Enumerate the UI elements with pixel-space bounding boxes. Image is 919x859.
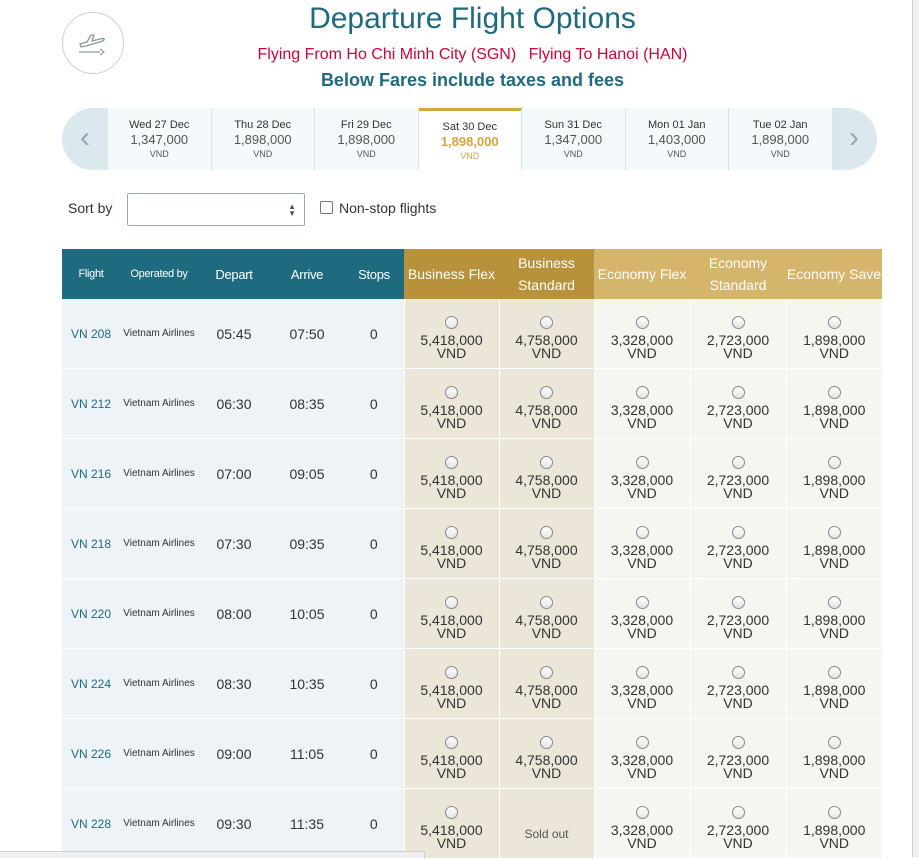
stops: 0 (344, 789, 404, 859)
date-label: Thu 28 Dec (234, 119, 292, 131)
fare-currency: VND (723, 834, 753, 851)
fare-amount: 3,328,000 (610, 611, 674, 628)
fare-currency: VND (627, 624, 657, 641)
fare-radio[interactable] (445, 736, 458, 749)
date-tab[interactable] (419, 108, 523, 170)
select-arrows-icon: ▲ ▼ (288, 202, 296, 218)
fare-amount: 4,758,000 (515, 541, 578, 558)
arrive-time: 09:35 (270, 509, 344, 579)
depart-time: 05:45 (198, 299, 270, 369)
date-tab[interactable] (315, 108, 419, 170)
fare-business-standard[interactable] (499, 369, 594, 439)
date-tab[interactable] (212, 108, 316, 170)
fare-radio[interactable] (636, 316, 649, 329)
fare-currency: VND (819, 834, 850, 851)
fare-business-flex[interactable] (404, 299, 499, 369)
flight-number: VN 228 (62, 789, 120, 859)
fare-amount: 3,328,000 (610, 401, 674, 418)
flight-number: VN 226 (62, 719, 120, 789)
prev-dates-chevron-left-icon[interactable]: ‹ (80, 121, 90, 154)
fare-amount: 1,898,000 (803, 541, 866, 558)
fare-currency: VND (531, 414, 562, 431)
date-price: 1,898,000 (233, 132, 292, 147)
fare-economy-flex[interactable] (594, 649, 690, 719)
date-price: 1,347,000 (544, 132, 603, 147)
fare-currency: VND (819, 414, 850, 431)
fare-economy-standard[interactable] (690, 579, 786, 649)
fare-amount: 3,328,000 (610, 751, 674, 768)
flight-number: VN 212 (62, 369, 120, 439)
fare-radio[interactable] (540, 736, 553, 749)
fare-economy-standard[interactable] (690, 509, 786, 579)
fare-radio[interactable] (636, 806, 649, 819)
route-info (0, 46, 919, 64)
arrive-time: 11:35 (270, 789, 344, 859)
fare-currency: VND (819, 554, 850, 571)
fare-radio[interactable] (732, 526, 745, 539)
fare-currency: VND (531, 484, 562, 501)
col-economy-standard: Economy Standard (690, 249, 786, 299)
fare-currency: VND (723, 554, 753, 571)
fare-economy-flex[interactable] (594, 509, 690, 579)
fare-amount: 5,418,000 (420, 471, 483, 488)
operator: Vietnam Airlines (120, 369, 198, 439)
fare-business-flex[interactable] (404, 649, 499, 719)
operator: Vietnam Airlines (120, 719, 198, 789)
nonstop-label: Non-stop flights (339, 200, 437, 216)
fare-radio[interactable] (636, 526, 649, 539)
col-business-flex: Business Flex (404, 249, 499, 299)
fare-currency: VND (531, 554, 562, 571)
fare-currency: VND (627, 694, 657, 711)
fare-amount: 4,758,000 (515, 611, 578, 628)
fare-amount: 5,418,000 (420, 331, 483, 348)
date-tab[interactable] (108, 108, 212, 170)
fare-currency: VND (436, 624, 467, 641)
sort-select[interactable] (127, 193, 305, 226)
fare-amount: 2,723,000 (706, 401, 770, 418)
fare-amount: 5,418,000 (420, 611, 483, 628)
fare-amount: 5,418,000 (420, 401, 483, 418)
fare-currency: VND (531, 624, 562, 641)
date-label: Fri 29 Dec (340, 119, 392, 131)
fare-currency: VND (627, 344, 657, 361)
col-flight: Flight (62, 249, 120, 299)
fare-amount: 1,898,000 (803, 681, 866, 698)
fare-radio[interactable] (445, 666, 458, 679)
fare-amount: 1,898,000 (803, 331, 866, 348)
fare-amount: 1,898,000 (803, 821, 866, 838)
fare-business-standard[interactable] (499, 299, 594, 369)
arrive-time: 10:35 (270, 649, 344, 719)
col-business-standard: Business Standard (499, 249, 594, 299)
operator: Vietnam Airlines (120, 579, 198, 649)
fare-business-standard[interactable] (499, 579, 594, 649)
depart-time: 08:00 (198, 579, 270, 649)
fare-amount: 3,328,000 (610, 541, 674, 558)
fare-amount: 1,898,000 (803, 471, 866, 488)
col-depart: Depart (198, 249, 270, 299)
table-row (62, 439, 882, 509)
fare-radio[interactable] (732, 386, 745, 399)
fare-radio[interactable] (732, 596, 745, 609)
fare-radio[interactable] (828, 316, 841, 329)
fare-radio[interactable] (445, 526, 458, 539)
stops: 0 (344, 299, 404, 369)
fare-business-standard[interactable] (499, 509, 594, 579)
fare-economy-save[interactable] (786, 789, 882, 859)
date-label: Wed 27 Dec (129, 119, 190, 131)
date-label: Sat 30 Dec (442, 121, 497, 133)
fare-currency: VND (819, 764, 850, 781)
fare-currency: VND (723, 694, 753, 711)
fare-amount: 2,723,000 (706, 471, 770, 488)
fare-currency: VND (436, 484, 467, 501)
date-currency: VND (667, 149, 687, 159)
fare-amount: 1,898,000 (803, 751, 866, 768)
col-economy-flex: Economy Flex (594, 249, 690, 299)
fare-economy-flex[interactable] (594, 369, 690, 439)
fare-amount: 5,418,000 (420, 541, 483, 558)
col-operated-by: Operated by (120, 249, 198, 299)
fare-economy-flex[interactable] (594, 789, 690, 859)
fare-business-flex[interactable] (404, 509, 499, 579)
operator: Vietnam Airlines (120, 299, 198, 369)
arrive-time: 10:05 (270, 579, 344, 649)
flight-number: VN 224 (62, 649, 120, 719)
date-price: 1,898,000 (337, 132, 396, 147)
fare-economy-save[interactable] (786, 649, 882, 719)
date-label: Tue 02 Jan (752, 119, 808, 131)
fare-amount: 4,758,000 (515, 331, 578, 348)
fare-economy-standard[interactable] (690, 439, 786, 509)
fare-radio[interactable] (540, 316, 553, 329)
fare-currency: VND (819, 484, 850, 501)
fare-economy-flex[interactable] (594, 579, 690, 649)
fare-radio[interactable] (828, 526, 841, 539)
fare-radio[interactable] (636, 596, 649, 609)
fare-radio[interactable] (828, 456, 841, 469)
date-currency: VND (149, 149, 169, 159)
flights-table (62, 249, 882, 859)
fare-radio[interactable] (732, 666, 745, 679)
date-label: Sun 31 Dec (544, 119, 602, 131)
fare-currency: VND (531, 764, 562, 781)
arrive-time: 07:50 (270, 299, 344, 369)
table-header (62, 249, 882, 299)
fare-amount: 5,418,000 (420, 681, 483, 698)
fare-radio[interactable] (828, 806, 841, 819)
fare-currency: VND (627, 484, 657, 501)
date-currency: VND (356, 149, 376, 159)
stops: 0 (344, 439, 404, 509)
fare-amount: 1,898,000 (803, 611, 866, 628)
fare-amount: 2,723,000 (706, 611, 770, 628)
date-currency: VND (770, 149, 790, 159)
depart-time: 09:00 (198, 719, 270, 789)
fare-radio[interactable] (828, 386, 841, 399)
depart-time: 07:30 (198, 509, 270, 579)
fare-radio[interactable] (445, 806, 458, 819)
flight-number: VN 208 (62, 299, 120, 369)
stops: 0 (344, 369, 404, 439)
flight-number: VN 218 (62, 509, 120, 579)
fare-currency: VND (531, 694, 562, 711)
window-scrollbar[interactable] (912, 0, 919, 857)
fare-radio[interactable] (732, 456, 745, 469)
fare-amount: 4,758,000 (515, 401, 578, 418)
operator: Vietnam Airlines (120, 509, 198, 579)
fare-radio[interactable] (828, 736, 841, 749)
fare-radio[interactable] (636, 666, 649, 679)
page-title: Departure Flight Options (309, 2, 636, 35)
fare-economy-flex[interactable] (594, 439, 690, 509)
depart-time: 06:30 (198, 369, 270, 439)
operator: Vietnam Airlines (120, 649, 198, 719)
date-label: Mon 01 Jan (648, 119, 706, 131)
fare-currency: VND (723, 414, 753, 431)
arrive-time: 09:05 (270, 439, 344, 509)
fare-radio[interactable] (636, 456, 649, 469)
col-economy-save: Economy Save (786, 249, 882, 299)
fare-currency: VND (436, 764, 467, 781)
fare-radio[interactable] (445, 596, 458, 609)
fare-economy-save[interactable] (786, 509, 882, 579)
fare-amount: 2,723,000 (706, 751, 770, 768)
fare-amount: 2,723,000 (706, 681, 770, 698)
fare-radio[interactable] (445, 386, 458, 399)
stops: 0 (344, 579, 404, 649)
fare-currency: VND (627, 834, 657, 851)
sort-label: Sort by (68, 200, 113, 216)
col-stops: Stops (344, 249, 404, 299)
date-currency: VND (563, 149, 583, 159)
fare-radio[interactable] (732, 736, 745, 749)
fare-currency: VND (819, 344, 850, 361)
date-tab[interactable] (729, 108, 833, 170)
fare-currency: VND (627, 414, 657, 431)
table-row (62, 719, 882, 789)
arrive-time: 11:05 (270, 719, 344, 789)
fare-economy-standard[interactable] (690, 719, 786, 789)
date-price: 1,898,000 (440, 134, 499, 149)
date-tab[interactable] (626, 108, 730, 170)
fare-amount: 3,328,000 (610, 471, 674, 488)
fare-economy-save[interactable] (786, 579, 882, 649)
fare-business-flex[interactable] (404, 789, 499, 859)
fare-economy-save[interactable] (786, 369, 882, 439)
fare-business-flex[interactable] (404, 719, 499, 789)
flight-number: VN 220 (62, 579, 120, 649)
fare-radio[interactable] (445, 456, 458, 469)
fare-economy-standard[interactable] (690, 789, 786, 859)
table-row (62, 649, 882, 719)
depart-time: 07:00 (198, 439, 270, 509)
fare-currency: VND (627, 554, 657, 571)
fare-radio[interactable] (540, 526, 553, 539)
fare-economy-standard[interactable] (690, 649, 786, 719)
table-row (62, 369, 882, 439)
fare-radio[interactable] (540, 666, 553, 679)
fare-business-standard[interactable] (499, 649, 594, 719)
fare-amount: 2,723,000 (706, 331, 770, 348)
fare-economy-save[interactable] (786, 439, 882, 509)
arrive-time: 08:35 (270, 369, 344, 439)
fare-radio[interactable] (828, 596, 841, 609)
fare-business-standard[interactable] (499, 439, 594, 509)
fare-economy-save[interactable] (786, 299, 882, 369)
date-tab[interactable] (522, 108, 626, 170)
stops: 0 (344, 509, 404, 579)
fare-currency: VND (723, 624, 753, 641)
fare-economy-standard[interactable] (690, 299, 786, 369)
date-price: 1,403,000 (647, 132, 706, 147)
fare-currency: VND (819, 694, 850, 711)
fare-amount: 1,898,000 (803, 401, 866, 418)
fare-economy-standard[interactable] (690, 369, 786, 439)
depart-time: 08:30 (198, 649, 270, 719)
route-to: Flying To Hanoi (HAN) (528, 46, 688, 63)
fare-business-flex[interactable] (404, 439, 499, 509)
fare-currency: VND (436, 554, 467, 571)
fare-currency: VND (723, 344, 753, 361)
fare-radio[interactable] (540, 596, 553, 609)
fare-currency: VND (436, 834, 467, 851)
fare-economy-flex[interactable] (594, 299, 690, 369)
date-currency: VND (460, 151, 480, 161)
fare-amount: 3,328,000 (610, 821, 674, 838)
fare-currency: VND (531, 344, 562, 361)
col-arrive: Arrive (270, 249, 344, 299)
fare-amount: 2,723,000 (706, 821, 770, 838)
flight-number: VN 216 (62, 439, 120, 509)
fare-economy-flex[interactable] (594, 719, 690, 789)
fares-note: Below Fares include taxes and fees (320, 70, 625, 90)
operator: Vietnam Airlines (120, 439, 198, 509)
date-price: 1,347,000 (130, 132, 189, 147)
fare-amount: 4,758,000 (515, 471, 578, 488)
fare-amount: 3,328,000 (610, 681, 674, 698)
fare-currency: VND (436, 344, 467, 361)
fare-business-flex[interactable] (404, 579, 499, 649)
fare-currency: VND (723, 764, 753, 781)
fare-radio[interactable] (540, 456, 553, 469)
stops: 0 (344, 719, 404, 789)
fare-radio[interactable] (732, 806, 745, 819)
fare-radio[interactable] (828, 666, 841, 679)
fare-radio[interactable] (636, 386, 649, 399)
date-selector (62, 108, 877, 170)
nonstop-checkbox[interactable] (320, 201, 333, 214)
fare-currency: VND (819, 624, 850, 641)
table-row (62, 579, 882, 649)
fare-radio[interactable] (732, 316, 745, 329)
route-from: Flying From Ho Chi Minh City (SGN) (257, 46, 517, 63)
fare-amount: 4,758,000 (515, 681, 578, 698)
table-row (62, 789, 882, 859)
fare-currency: VND (436, 694, 467, 711)
operator: Vietnam Airlines (120, 789, 198, 859)
fare-business-flex[interactable] (404, 369, 499, 439)
fare-amount: 4,758,000 (515, 751, 578, 768)
fare-amount: 5,418,000 (420, 751, 483, 768)
fare-currency: VND (436, 414, 467, 431)
fare-radio[interactable] (636, 736, 649, 749)
fare-amount: 2,723,000 (706, 541, 770, 558)
fare-currency: VND (723, 484, 753, 501)
fare-amount: 5,418,000 (420, 821, 483, 838)
next-dates-chevron-right-icon[interactable]: › (849, 121, 859, 154)
date-currency: VND (253, 149, 273, 159)
sold-out-label: Sold out (524, 826, 569, 841)
table-row (62, 299, 882, 369)
fare-economy-save[interactable] (786, 719, 882, 789)
nonstop-filter[interactable] (320, 200, 436, 216)
stops: 0 (344, 649, 404, 719)
fare-business-standard (499, 789, 594, 859)
depart-time: 09:30 (198, 789, 270, 859)
date-price: 1,898,000 (751, 132, 810, 147)
fare-radio[interactable] (540, 386, 553, 399)
fare-radio[interactable] (445, 316, 458, 329)
table-row (62, 509, 882, 579)
fare-amount: 3,328,000 (610, 331, 674, 348)
fare-currency: VND (627, 764, 657, 781)
fare-business-standard[interactable] (499, 719, 594, 789)
